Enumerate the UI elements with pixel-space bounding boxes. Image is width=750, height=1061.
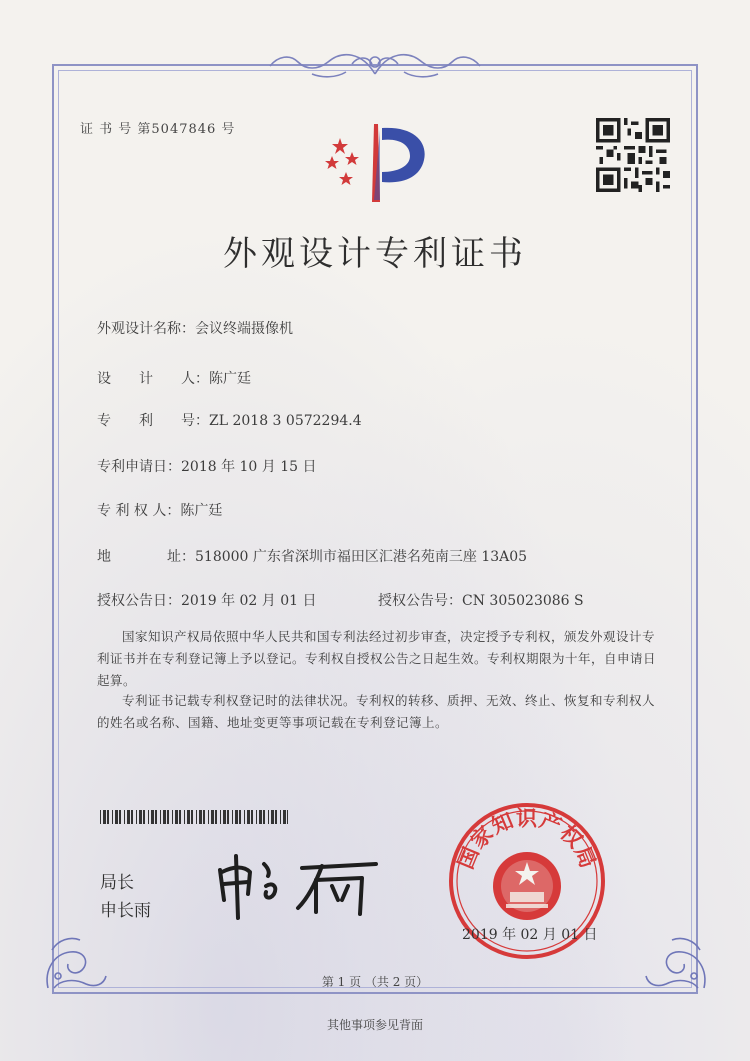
- page-number: 第 1 页 （共 2 页）: [321, 975, 429, 989]
- filing-date-value: 2018 年 10 月 15 日: [181, 459, 317, 475]
- address-row: [97, 546, 527, 566]
- grant-number-value: CN 305023086 S: [462, 593, 584, 609]
- grant-number-row: [378, 590, 584, 610]
- patent-office-logo-icon: [318, 116, 436, 208]
- address-label: 地 址：: [97, 549, 195, 565]
- certificate-title: 外观设计专利证书: [223, 234, 527, 274]
- seal-text: 国家知识产权局: [453, 806, 601, 873]
- patent-number-label: 专 利 号：: [97, 413, 209, 429]
- director-title: 局长: [100, 873, 134, 893]
- certificate-number: 证 书 号 第5047846 号: [80, 122, 236, 137]
- patentee-row: [97, 500, 222, 520]
- seal-date: 2019 年 02 月 01 日: [462, 927, 598, 943]
- design-name-value: 会议终端摄像机: [195, 321, 293, 337]
- grant-date-value: 2019 年 02 月 01 日: [181, 593, 317, 609]
- notice-paragraph-2: 专利证书记载专利权登记时的法律状况。专利权的转移、质押、无效、终止、恢复和专利权人的姓名或名称、国籍、地址变更等事项记载在专利登记簿上。: [97, 693, 656, 730]
- designer-label: 设 计 人：: [97, 371, 209, 387]
- address-value: 518000 广东省深圳市福田区汇港名苑南三座 13A05: [195, 549, 528, 565]
- designer-value: 陈广廷: [209, 371, 251, 387]
- footer-note: 其他事项参见背面: [326, 1018, 423, 1032]
- patent-number-value: ZL 2018 3 0572294.4: [209, 413, 362, 429]
- patentee-label: 专 利 权 人：: [97, 503, 181, 519]
- filing-date-row: [97, 456, 317, 476]
- patentee-value: 陈广廷: [180, 503, 223, 519]
- grant-date-label: 授权公告日：: [97, 593, 181, 609]
- patent-number-row: [97, 410, 362, 430]
- filing-date-label: 专利申请日：: [97, 459, 181, 475]
- design-name-label: 外观设计名称：: [97, 321, 195, 337]
- grant-date-row: [97, 590, 317, 610]
- grant-number-label: 授权公告号：: [378, 593, 462, 609]
- barcode-icon: [100, 810, 288, 824]
- notice-paragraph-1: 国家知识产权局依照中华人民共和国专利法经过初步审查，决定授予专利权，颁发外观设计专利证书并在专利登记簿上予以登记。专利权自授权公告之日起生效。专利权期限为十年，自申请日起算。: [97, 629, 657, 688]
- qr-code-icon: [596, 118, 670, 192]
- designer-row: [97, 368, 251, 388]
- director-signature-icon: [212, 842, 382, 922]
- director-name: 申长雨: [100, 901, 151, 921]
- top-ornament-icon: [262, 44, 488, 84]
- design-name-row: [97, 318, 293, 338]
